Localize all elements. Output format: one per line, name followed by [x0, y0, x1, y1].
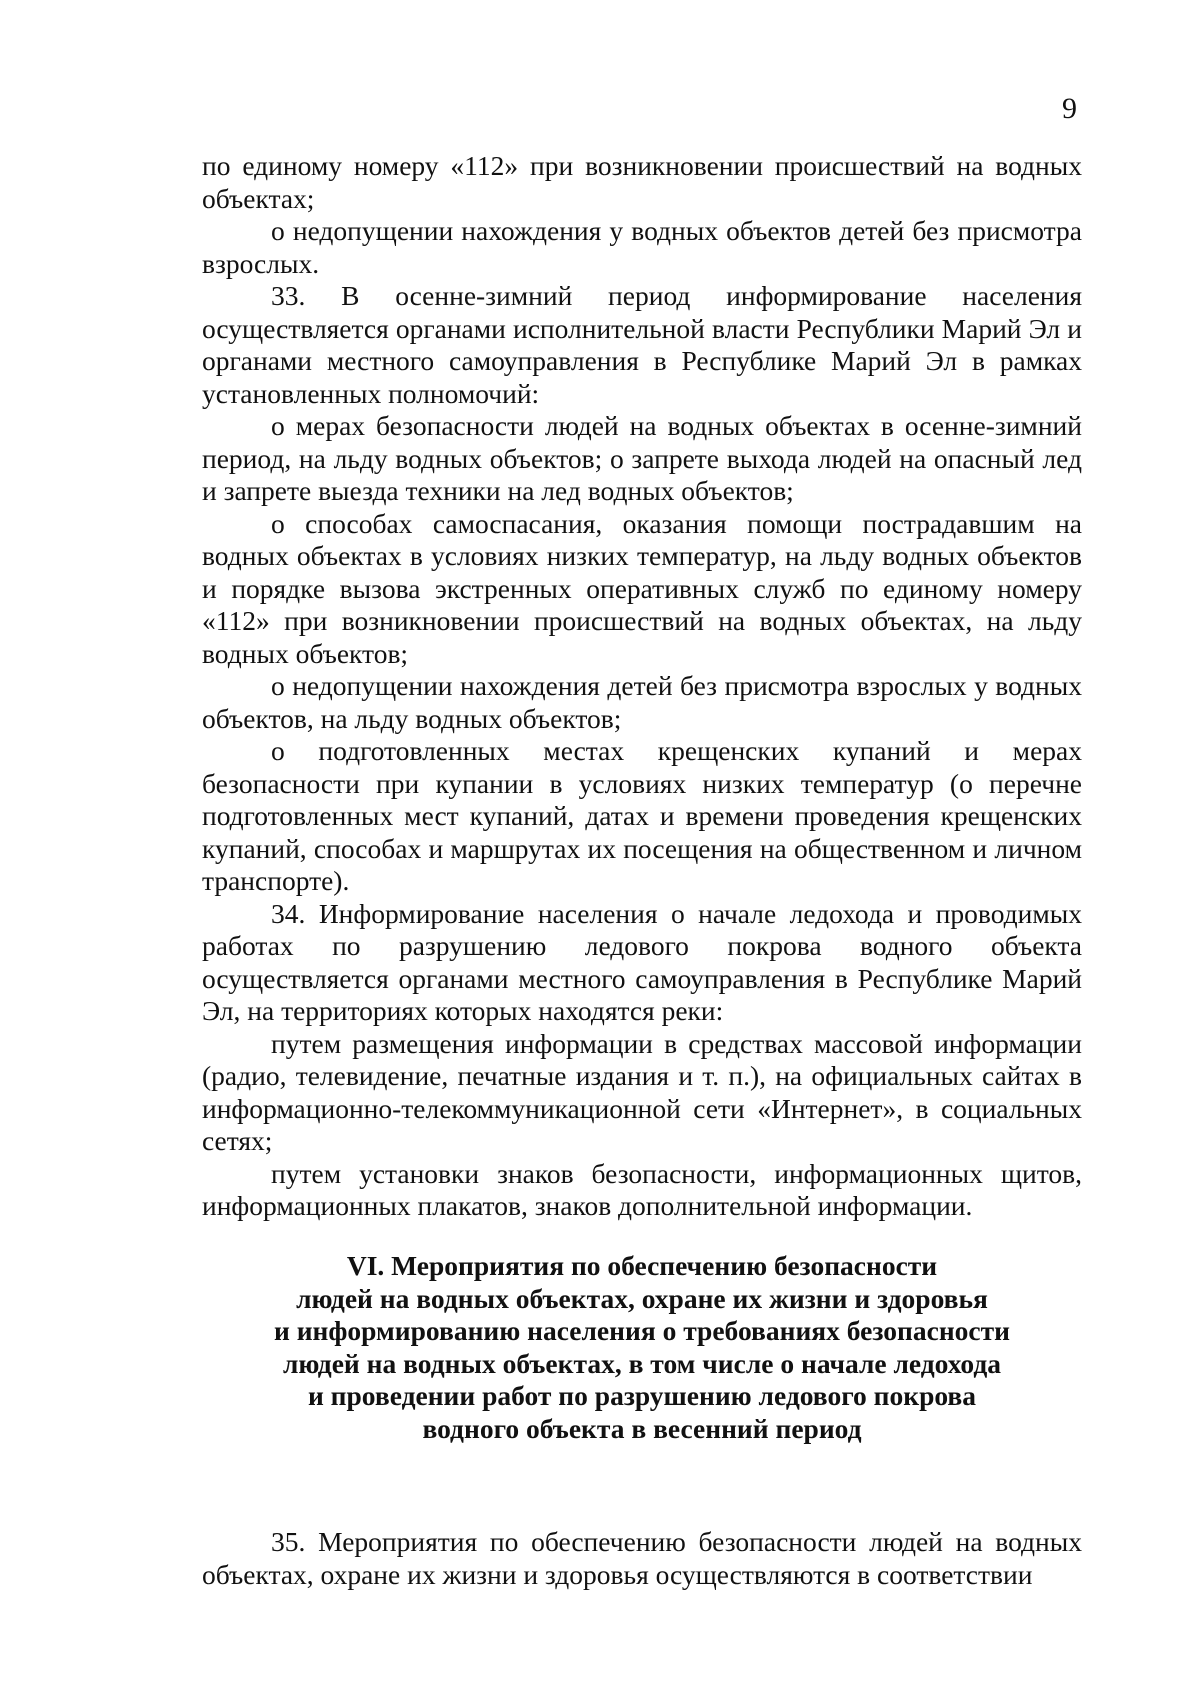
- paragraph: путем установки знаков безопасности, информационных щитов, информационных плакатов, знаков дополнительной информации.: [202, 1157, 1082, 1221]
- paragraph: о мерах безопасности людей на водных объектах в осенне-зимний период, на льду водных объектов; о запрете выхода людей на опасный лед и запрете выезда техники на лед водных объектов;: [202, 410, 1082, 506]
- paragraph: о недопущении нахождения у водных объектов детей без присмотра взрослых.: [202, 215, 1082, 279]
- paragraph: о подготовленных местах крещенских купаний и мерах безопасности при купании в условиях низких температур (о перечне подготовленных мест купаний, датах и времени проведения крещенских купаний, способах и маршрутах их посещения на общественном и личном транспорте).: [202, 735, 1082, 896]
- paragraph: 34. Информирование населения о начале ледохода и проводимых работах по разрушению ледового покрова водного объекта осуществляется органами местного самоуправления в Республике Марий Эл, на территориях которых находятся реки:: [202, 897, 1082, 1026]
- page-number: 9: [1062, 92, 1077, 125]
- section-heading: [202, 1250, 1082, 1445]
- section-heading-line: водного объекта в весенний период: [422, 1412, 862, 1444]
- paragraph: путем размещения информации в средствах массовой информации (радио, телевидение, печатные издания и т. п.), на официальных сайтах в информационно-телекоммуникационной сети «Интернет», в социальных сетях;: [202, 1027, 1082, 1156]
- paragraph: о недопущении нахождения детей без присмотра взрослых у водных объектов, на льду водных объектов;: [202, 670, 1082, 734]
- paragraph: по единому номеру «112» при возникновении происшествий на водных объектах;: [202, 150, 1082, 214]
- paragraph: 35. Мероприятия по обеспечению безопасности людей на водных объектах, охране их жизни и здоровья осуществляются в соответствии: [202, 1526, 1082, 1590]
- paragraph: о способах самоспасания, оказания помощи пострадавшим на водных объектах в условиях низких температур, на льду водных объектов и порядке вызова экстренных оперативных служб по единому номеру «112» при возникновении происшествий на водных объектах, на льду водных объектов;: [202, 507, 1082, 669]
- section-heading-line: людей на водных объектах, в том числе о начале ледохода: [282, 1347, 1002, 1379]
- section-heading-line: VI. Мероприятия по обеспечению безопасности: [346, 1250, 938, 1281]
- section-heading-line: и информированию населения о требованиях безопасности: [273, 1315, 1010, 1346]
- section-heading-line: людей на водных объектах, охране их жизни и здоровья: [296, 1282, 988, 1314]
- section-heading-line: и проведении работ по разрушению ледового покрова: [307, 1380, 977, 1411]
- paragraph: 33. В осенне-зимний период информирование населения осуществляется органами исполнительной власти Республики Марий Эл и органами местного самоуправления в Республике Марий Эл в рамках установленных полномочий:: [202, 280, 1082, 409]
- final-text: [202, 1526, 1082, 1591]
- body-text: [202, 150, 1082, 1223]
